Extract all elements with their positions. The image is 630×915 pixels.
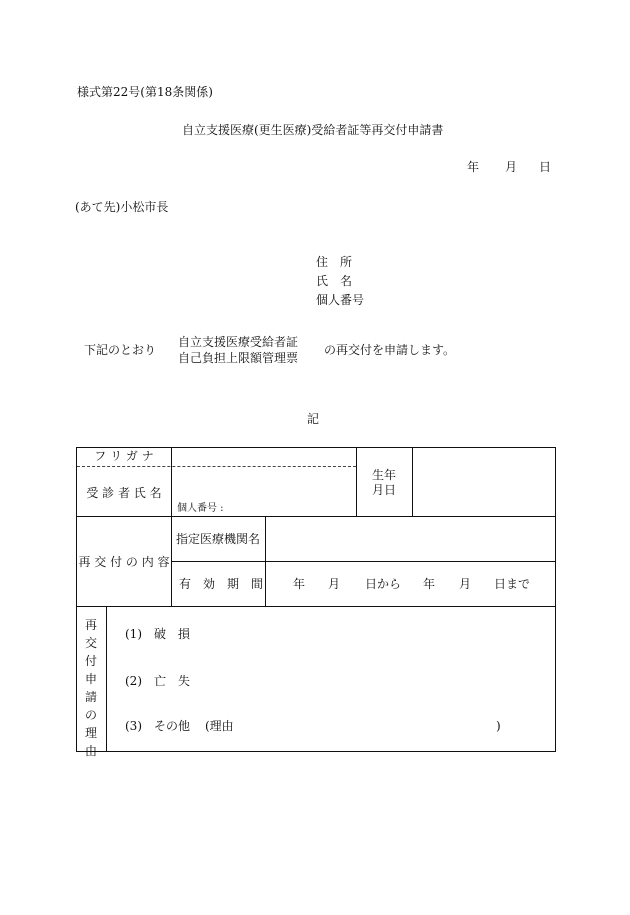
intro-option-management-sheet: 自己負担上限額管理票 [178, 351, 299, 365]
reason-header: 再 交 付 申 請 の 理 由 [84, 618, 97, 758]
date-year-label: 年 [467, 160, 480, 174]
validity-from-year: 年 [293, 577, 306, 591]
validity-period-label: 有 効 期 間 [179, 577, 264, 591]
reason-1-number: (1) [125, 627, 142, 641]
validity-to-day: 日まで [494, 577, 531, 591]
intro-option-certificate: 自立支援医療受給者証 [178, 335, 299, 349]
date-day-label: 日 [539, 160, 552, 174]
validity-from-day: 日から [365, 577, 402, 591]
form-number: 様式第22号(第18条関係) [77, 85, 213, 99]
intro-suffix: の再交付を申請します。 [324, 343, 456, 357]
validity-to-year: 年 [423, 577, 436, 591]
reason-2-loss[interactable]: 亡 失 [154, 674, 191, 688]
recipient-name-label: 受 診 者 氏 名 [86, 486, 162, 500]
recipient-id-label: 個人番号 : [177, 503, 224, 514]
applicant-id-label: 個人番号 [316, 293, 365, 307]
applicant-address-label: 住 所 [316, 255, 353, 269]
validity-to-month: 月 [459, 577, 472, 591]
form-title: 自立支援医療(更生医療)受給者証等再交付申請書 [182, 123, 444, 137]
ki-label: 記 [307, 412, 320, 426]
addressee: (あて先)小松市長 [75, 200, 169, 214]
reason-3-number: (3) [125, 719, 142, 733]
date-month-label: 月 [505, 160, 518, 174]
reason-1-damage[interactable]: 破 損 [154, 627, 191, 641]
furigana-label: フ リ ガ ナ [94, 449, 154, 463]
reason-3-open-paren: (理由 [205, 719, 234, 733]
reason-3-other[interactable]: その他 [154, 719, 191, 733]
reason-2-number: (2) [125, 674, 142, 688]
birthdate-label-line1: 生年 [371, 468, 396, 482]
applicant-name-label: 氏 名 [316, 274, 353, 288]
reissue-content-label: 再 交 付 の 内 容 [78, 555, 170, 569]
validity-from-month: 月 [328, 577, 341, 591]
medical-institution-label: 指定医療機関名 [176, 532, 261, 546]
birthdate-label-line2: 月日 [371, 483, 396, 497]
intro-prefix: 下記のとおり [84, 343, 157, 357]
reason-3-close-paren: ) [496, 719, 501, 733]
